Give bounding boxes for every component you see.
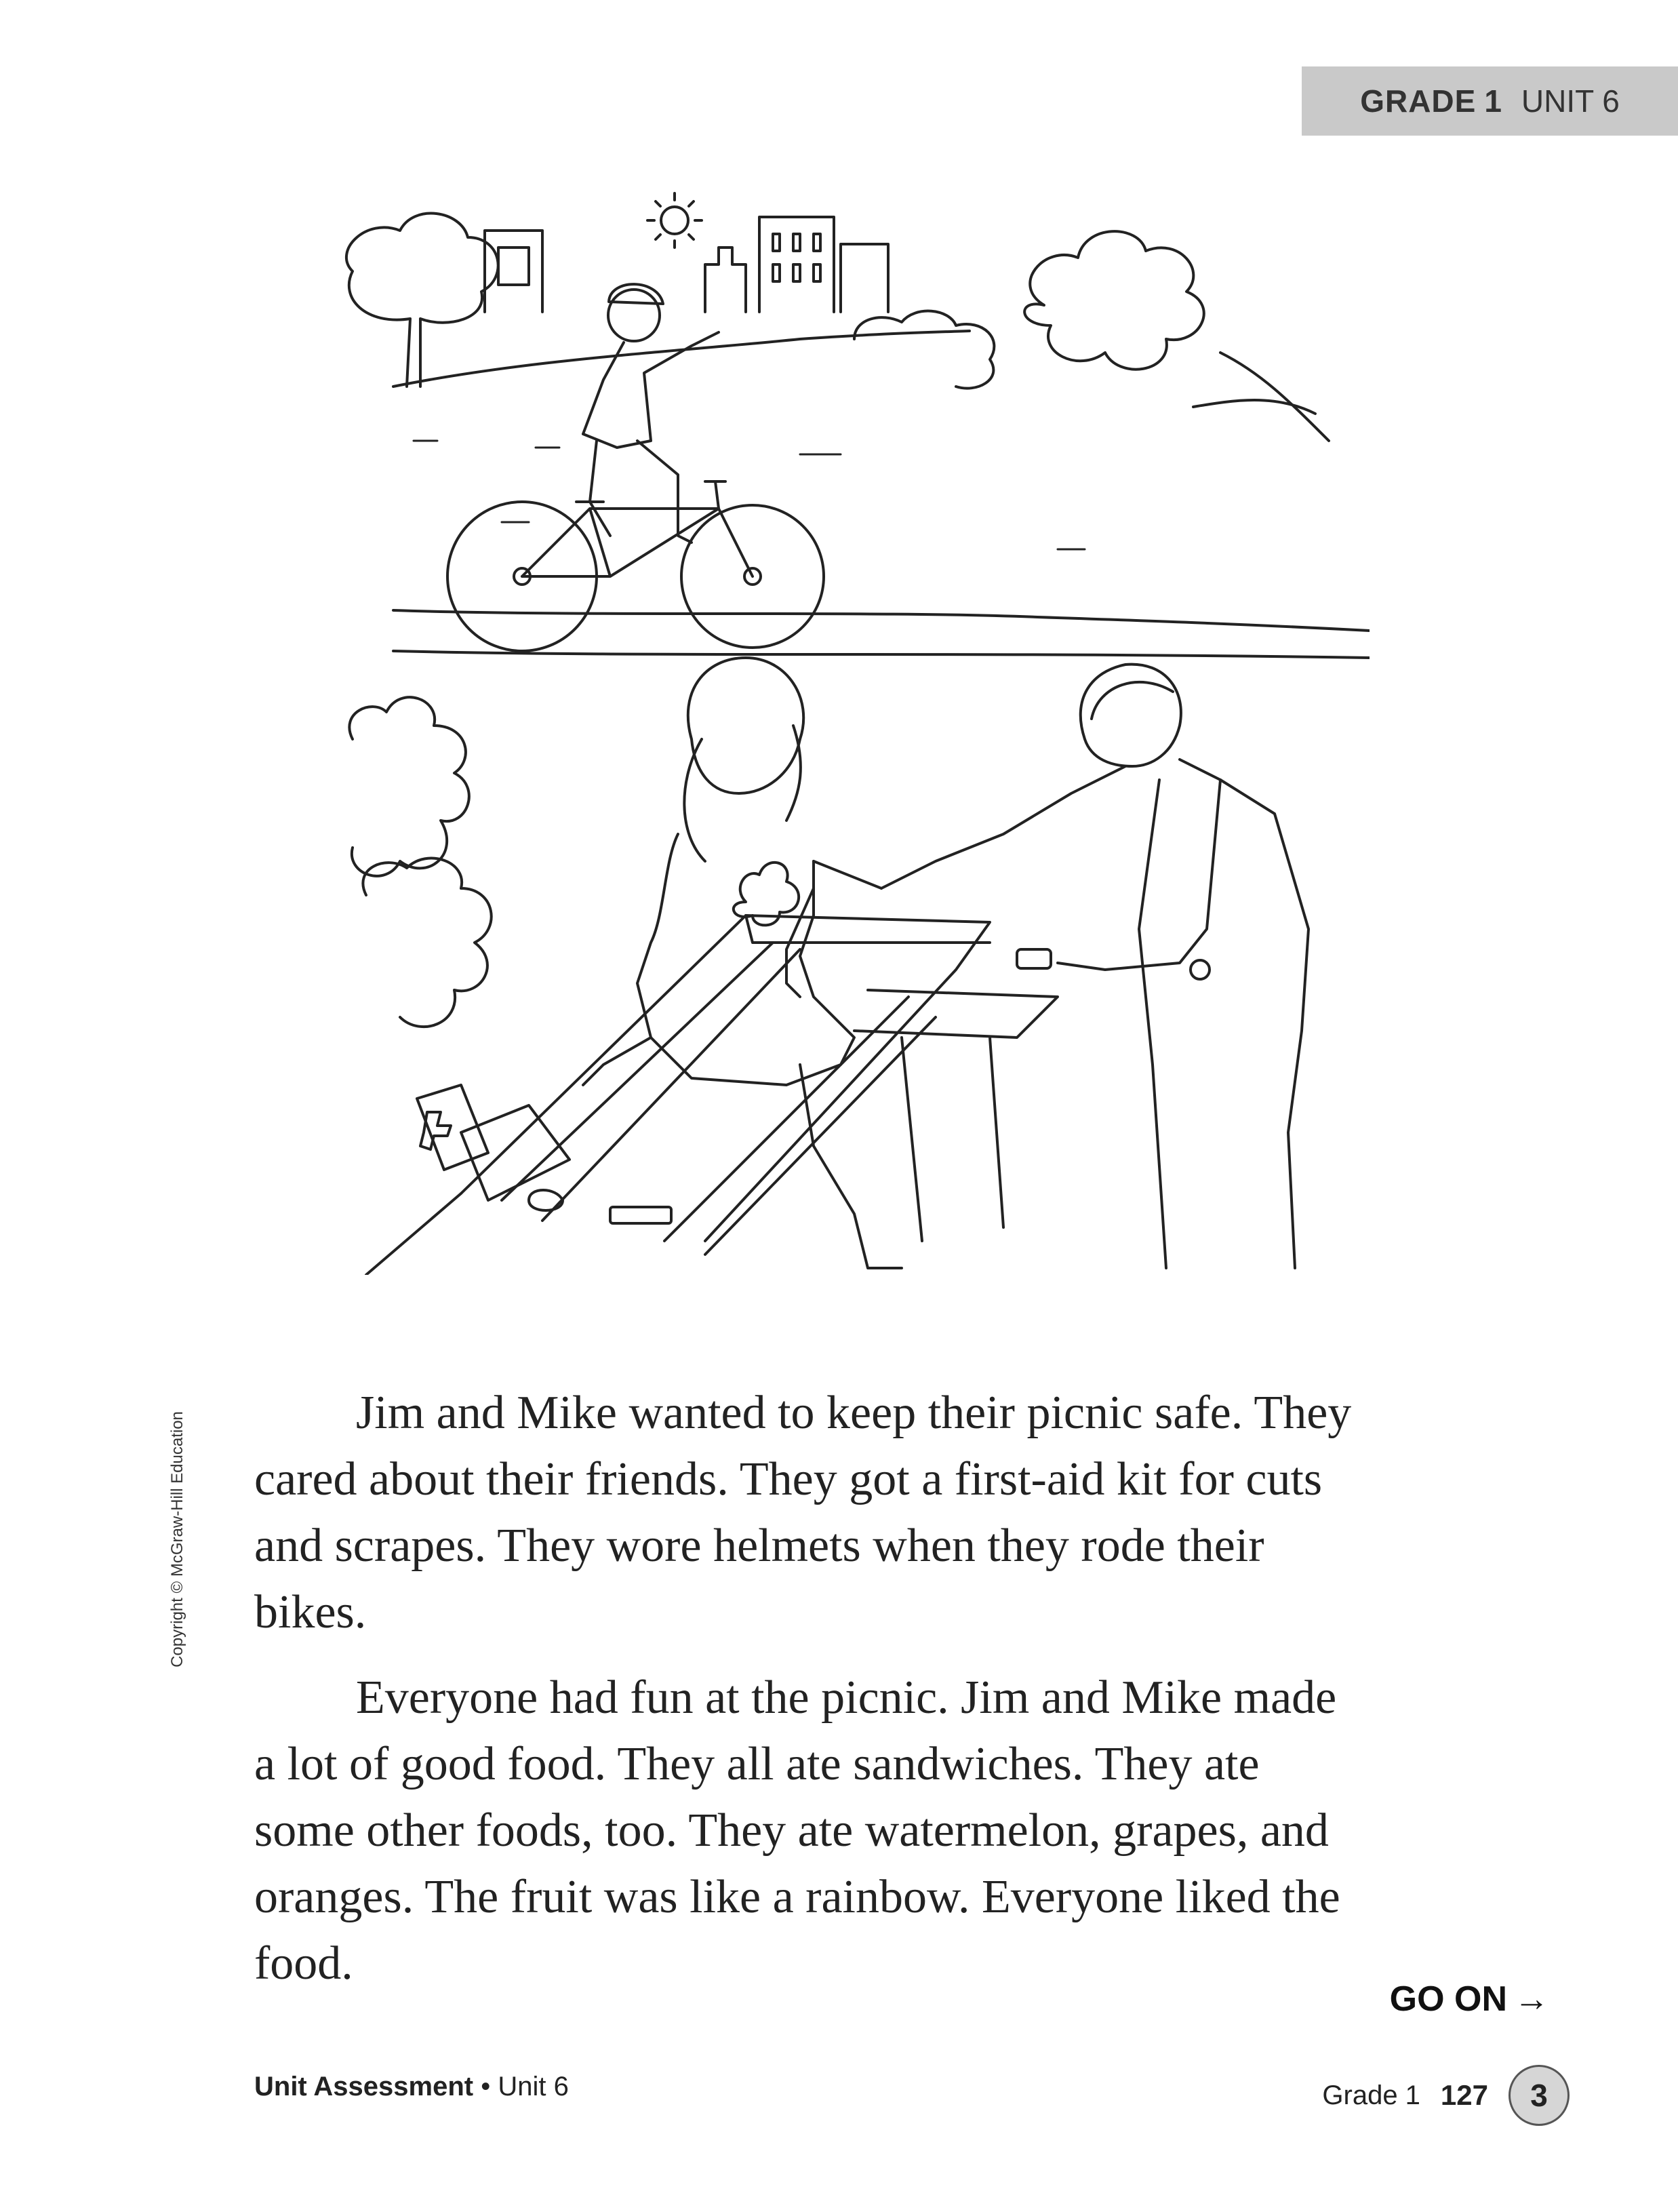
footer-bullet: • [481,2072,491,2101]
copyright-notice: Copyright © McGraw-Hill Education [168,1411,186,1667]
footer-unit: Unit 6 [498,2072,569,2101]
man-figure [881,665,1309,1268]
grade-unit-tab [1302,66,1678,136]
footer-right [1322,2065,1570,2126]
page-footer [254,2065,1570,2112]
grade-label: GRADE [1360,83,1477,119]
sun-icon [647,193,702,248]
passage-paragraph-2: Everyone had fun at the picnic. Jim and Mike made a lot of good food. They all ate sandwiches. They ate some other foods, too. They ate watermelon, grapes, and oranges. The fruit was like a rainbow. Everyone liked the food. [254,1672,1340,1990]
passage-paragraph-1: Jim and Mike wanted to keep their picnic safe. They cared about their friends. They got a first-aid kit for cuts and scrapes. They wore helmets when they rode their bikes. [254,1387,1352,1638]
grade-number: 1 [1484,83,1502,119]
go-on-label: GO ON [1389,1979,1507,2019]
first-aid-kit-icon [417,1085,671,1223]
picnic-table-icon [461,915,1058,1255]
bicycle-icon [447,481,824,651]
question-badge: 3 [1509,2065,1570,2126]
arrow-right-icon: → [1514,1979,1549,2019]
footer-title: Unit Assessment [254,2072,474,2101]
girl-figure [583,658,902,1268]
tree-icon [346,214,498,387]
page-number: 127 [1440,2079,1488,2111]
reading-passage [254,1380,1366,2016]
tree-icon [854,231,1329,441]
go-on-prompt [1390,1979,1549,2019]
picnic-illustration [325,183,1370,1275]
building-icon [485,217,888,312]
footer-grade: Grade 1 [1322,2080,1420,2110]
footer-left [254,2072,569,2102]
cyclist-figure [583,284,719,542]
unit-label: UNIT 6 [1521,83,1620,119]
